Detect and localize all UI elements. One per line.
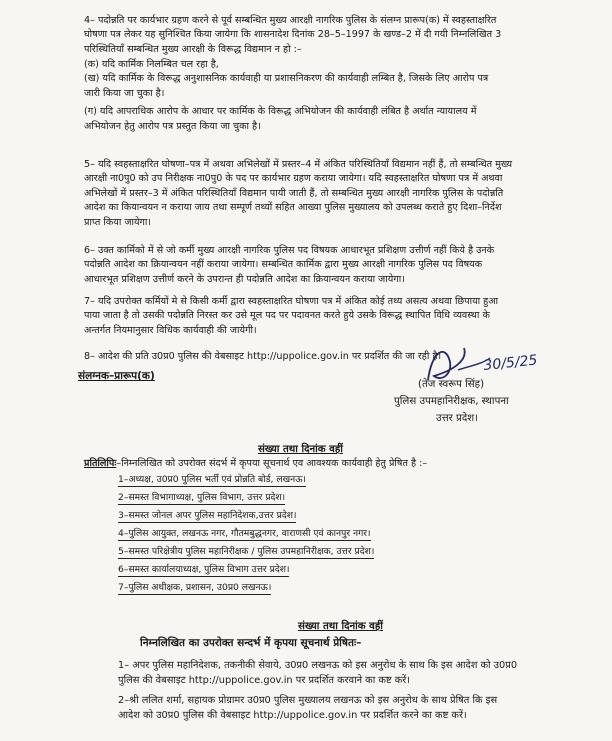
paragraph-7: [84, 295, 600, 338]
copy-recipient-item: 7–पुलिस अधीक्षक, प्रशासन, उ0प्र0 लखनऊ।: [118, 582, 272, 593]
paragraph-line: परिस्थितियाँ सम्बन्धित मुख्य आरक्षी के विरूद्ध विद्यमान न हो :–: [84, 43, 302, 55]
signatory-designation: पुलिस उपमहानिरीक्षक, स्थापना: [394, 396, 509, 407]
copy-item-line: 1– अपर पुलिस महानिदेशक, तकनीकी सेवाये, उ0प्र0 लखनऊ को इस अनुरोध के साथ कि इस आदेश को उ0प्र0: [118, 660, 518, 671]
signature-date: 30/5/25: [482, 352, 539, 374]
copy-subheading: निम्नलिखित का उपरोक्त सन्दर्भ में कृपया सूचनार्थ प्रेषितः–: [140, 637, 362, 649]
copy-item-line: आदेश को उ0प्र0 पुलिस की वेबसाइट http://uppolice.gov.in पर प्रदर्शित करने का कष्ट करें।: [118, 709, 467, 721]
copy-intro-text: –निम्नलिखित को उपरोक्त संदर्भ में कृपया सूचनार्थ एव आवश्यक कार्यवाही हेतु प्रेषित है :–: [116, 458, 428, 469]
condition-item: जारी किया जा चुका है।: [84, 87, 165, 99]
copy-label: प्रतिलिपिः: [84, 458, 117, 469]
copy-recipient-item: 4–पुलिस आयुक्त, लखनऊ नगर, गौतमबुद्धनगर, वाराणसी एवं कानपुर नगर।: [118, 528, 371, 539]
paragraph-line: 5– यदि स्वहस्ताक्षरित घोषणा–पत्र में अथवा अभिलेखों में प्रस्तर–4 में अंकित परिस्थितियाँ विद्यमान नहीं हैं, तो सम्बन्धित मुख्य: [84, 159, 513, 170]
paragraph-line: 6– उक्त कार्मिको में से जो कर्मी मुख्य आरक्षी नागरिक पुलिस पद विषयक आधारभूत प्रशिक्षण उत्तीर्ण नहीं किये है उनके: [84, 245, 495, 256]
copy-recipient-item: 2–समस्त विभागाध्यक्ष, पुलिस विभाग, उत्तर प्रदेश।: [118, 492, 286, 503]
paragraph-line: पदोन्नति आदेश का क्रियान्वयन नहीं कराया जायेगा। सम्बन्धित कार्मिक द्वारा मुख्य आरक्षी नागरिक पुलिस पद विषयक: [84, 259, 483, 271]
paragraph-line: 8– आदेश की प्रति उ0प्र0 पुलिस की वेबसाइट http://uppolice.gov.in पर प्रदर्शित की जा रही है।: [84, 351, 442, 362]
paragraph-line: 4– पदोन्नति पर कार्यभार ग्रहण करने से पूर्व सम्बन्धित मुख्य आरक्षी नागरिक पुलिस के संलग्न प्रारूप(क) में स्वहस्ताक्षरित: [84, 15, 497, 26]
condition-item: (क) यदि कार्मिक निलम्बित चल रहा है,: [84, 59, 219, 70]
condition-item: (ख) यदि कार्मिक के विरूद्ध अनुशासनिक कार्यवाही या प्रशासनिकरण की कार्यवाही लम्बित है, जिसके लिए आरोप पत्र: [84, 73, 489, 85]
copy-recipient-item: 3–समस्त जोनल अपर पुलिस महानिदेशक,उत्तर प्रदेश।: [118, 510, 297, 521]
paragraph-line: पाया जाता है तो उसकी पदोन्नति निरस्त कर उसे मूल पद पर पदावनत करते हुये उसके विरूद्ध स्थापित विधि व्यवस्था के: [84, 310, 490, 322]
copy-recipient-item: 5–समस्त परिक्षेत्रीय पुलिस महानिरीक्षक / पुलिस उपमहानिरीक्षक, उत्तर प्रदेश।: [118, 546, 375, 557]
paragraph-line: घोषणा पत्र लेकर यह सुनिश्चित किया जायेगा कि शासनादेश दिनांक 28–5–1997 के खण्ड–2 में दी गयी निम्नलिखित 3: [84, 29, 502, 41]
paragraph-4: [84, 14, 600, 57]
copy-recipient-item: 1–अध्यक्ष, उ0प्र0 पुलिस भर्ती एवं प्रोन्नति बोर्ड, लखनऊ।: [118, 474, 306, 485]
paragraph-line: अन्तर्गत नियमानुसार विधिक कार्यवाही की जायेगी।: [84, 324, 257, 336]
paragraph-5: [84, 158, 600, 230]
paragraph-4-items: [84, 58, 600, 134]
paragraph-line: प्राप्त किया जायेगा।: [84, 216, 152, 228]
paragraph-line: अभिलेखों में प्रस्तर–3 में अंकित परिस्थितियाँ विद्यमान पायी जाती हैं, तो सम्बन्धित मुख्य आरक्षी नागरिक पुलिस के पदोन्नति: [84, 187, 504, 199]
annexure-label: संलग्नक–प्रारूप(क): [78, 370, 155, 382]
copy-item-line: पुलिस की वेबसाइट http://uppolice.gov.in पर प्रदर्शित करवाने का कष्ट करें।: [118, 674, 410, 686]
condition-item: अभियोजन हेतु आरोप पत्र प्रस्तुत किया जा चुका है।: [84, 120, 261, 132]
signatory-name: (तेज स्वरूप सिंह): [418, 379, 485, 390]
copy-recipient-item: 6–समस्त कार्यालयाध्यक्ष, पुलिस विभाग उत्तर प्रदेश।: [118, 564, 290, 575]
copy-2-items: [118, 659, 608, 723]
paragraph-line: 7– यदि उपरोक्त कर्मियों मे से किसी कर्मी द्वारा स्वहस्ताक्षरित घोषणा पत्र में अंकित कोई तथ्य असत्य अथवा छिपाया हुआ: [84, 296, 499, 307]
copy-item-line: 2–श्री ललित शर्मा, सहायक प्रोग्रामर उ0प्र0 पुलिस मुख्यालय लखनऊ को इस अनुरोध के साथ प्रेषित कि इस: [118, 695, 498, 706]
copy-section-heading: संख्या तथा दिनांक वहीं: [298, 621, 383, 632]
condition-item: (ग) यदि आपराधिक आरोप के आधार पर कार्मिक के विरूद्ध अभियोजन की कार्यवाही लंबित है अर्थात न्यायालय में: [84, 106, 477, 118]
copy-section-heading: संख्या तथा दिनांक वहीं: [258, 444, 343, 455]
copy-intro: [84, 456, 604, 469]
paragraph-6: [84, 244, 600, 287]
signatory-state: उत्तर प्रदेश।: [436, 413, 479, 424]
paragraph-line: आरक्षी ना0पु0 को उप निरीक्षक ना0पु0 के पद पर कार्यभार ग्रहण कराया जायेगा। यदि स्वहस्ताक्षरित घोषणा पत्र में अथवा: [84, 173, 503, 185]
paragraph-line: आदेश का कियान्वयन न कराया जाय तथा सम्पूर्ण तथ्यों सहित आख्या पुलिस मुख्यालय को उपलब्ध कराते हुए दिशा–निर्देश: [84, 202, 502, 214]
paragraph-line: आधारभूत प्रशिक्षण उत्तीर्ण करने के उपरान्त ही पदोन्नति आदेश का क्रियान्वयन कराया जायेगा।: [84, 273, 405, 285]
